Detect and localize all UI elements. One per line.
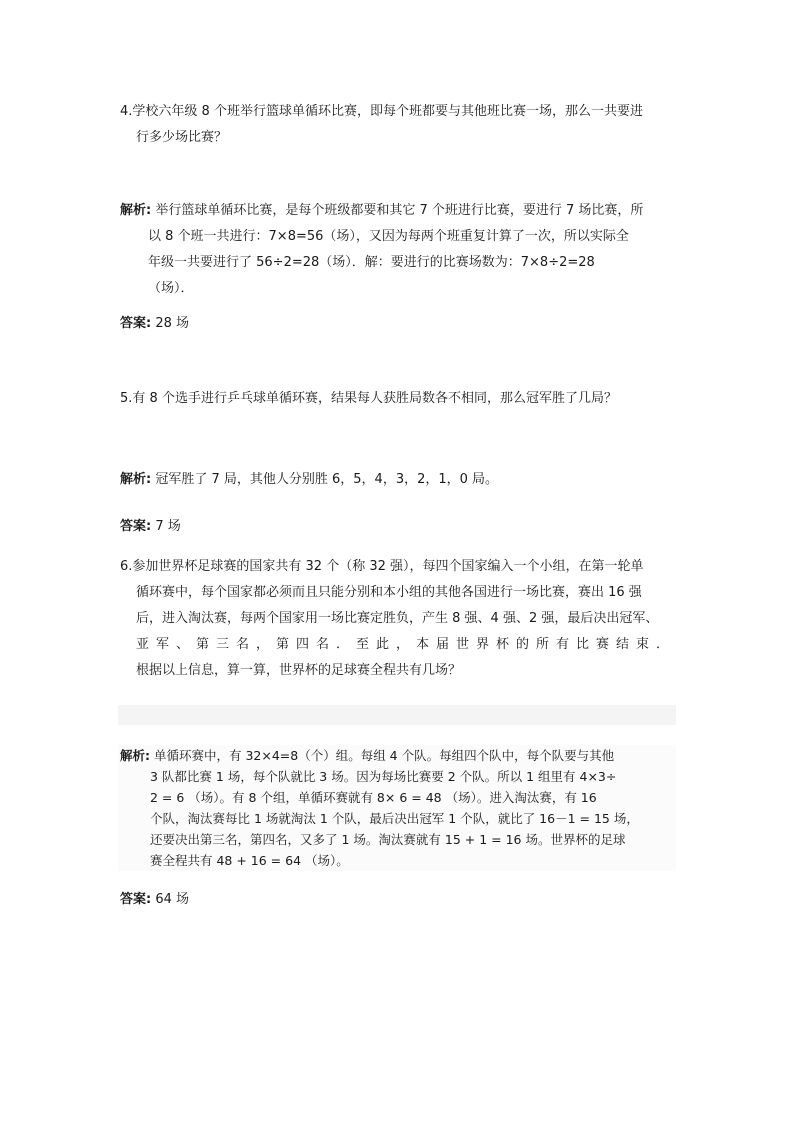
- answer-6: [120, 887, 189, 913]
- question-4-line-2: 行多少场比赛？: [136, 130, 228, 145]
- solution-6-line-1: 单循环赛中，有 32×4=8（个）组。每组 4 个队。每组四个队中，每个队要与其他: [150, 748, 615, 763]
- solution-4-line-2: 以 8 个班一共进行：7×8=56（场），又因为每两个班重复计算了一次，所以实际全: [148, 229, 629, 244]
- solution-6-line-2: 3 队都比赛 1 场，每个队就比 3 场。因为每场比赛要 2 个队。所以 1 组里有 4×3÷: [150, 769, 617, 784]
- solution-6-line-4: 个队，淘汰赛每比 1 场就淘汰 1 个队，最后决出冠军 1 个队，就比了 16－1 = 15 场，: [150, 811, 639, 826]
- answer-4: [120, 311, 189, 337]
- question-6-line-5: 根据以上信息，算一算，世界杯的足球赛全程共有几场？: [136, 663, 462, 678]
- solution-6: [118, 745, 676, 871]
- question-4: [120, 99, 676, 151]
- question-5-line-1: 5.有 8 个选手进行乒乓球单循环赛，结果每人获胜局数各不相同，那么冠军胜了几局？: [120, 391, 617, 406]
- answer-5-label: 答案:: [120, 519, 152, 534]
- answer-5: [120, 514, 181, 540]
- solution-6-line-5: 还要决出第三名，第四名，又多了 1 场。淘汰赛就有 15 + 1 = 16 场。世界杯的足球: [150, 832, 626, 847]
- answer-4-label: 答案:: [120, 316, 152, 331]
- question-4-line-1: 4.学校六年级 8 个班举行篮球单循环比赛，即每个班都要与其他班比赛一场，那么一共要进: [120, 104, 643, 119]
- solution-5: [120, 467, 680, 493]
- solution-5-line-1: 冠军胜了 7 局，其他人分别胜 6，5，4，3，2，1，0 局。: [151, 472, 499, 487]
- solution-4: [120, 198, 680, 302]
- question-5: [120, 386, 676, 412]
- blank-band: [118, 705, 676, 725]
- question-6: [120, 554, 676, 684]
- question-6-line-1: 6.参加世界杯足球赛的国家共有 32 个（称 32 强），每四个国家编入一个小组，在第一轮单: [120, 559, 644, 574]
- answer-6-label: 答案:: [120, 892, 152, 907]
- answer-6-value: 64 场: [151, 892, 190, 907]
- solution-6-label: 解析:: [120, 748, 150, 763]
- solution-5-label: 解析:: [120, 472, 152, 487]
- answer-5-value: 7 场: [151, 519, 181, 534]
- solution-4-label: 解析:: [120, 203, 152, 218]
- solution-4-line-4: （场）．: [148, 281, 194, 296]
- solution-6-line-6: 赛全程共有 48 + 16 = 64 （场）。: [150, 853, 349, 868]
- question-6-line-4: 亚军、第三名，第四名．至此，本届世界杯的所有比赛结束．: [136, 637, 677, 652]
- solution-6-line-3: 2 = 6 （场）。有 8 个组，单循环赛就有 8× 6 = 48 （场）。进入淘汰赛，有 16: [150, 790, 597, 805]
- solution-4-line-1: 举行篮球单循环比赛，是每个班级都要和其它 7 个班进行比赛，要进行 7 场比赛，所: [151, 203, 644, 218]
- question-6-line-3: 后，进入淘汰赛，每两个国家用一场比赛定胜负，产生 8 强、4 强、2 强，最后决出冠军、: [136, 611, 659, 626]
- answer-4-value: 28 场: [151, 316, 190, 331]
- solution-4-line-3: 年级一共要进行了 56÷2=28（场）．解：要进行的比赛场数为：7×8÷2=28: [148, 255, 595, 270]
- question-6-line-2: 循环赛中，每个国家都必须而且只能分别和本小组的其他各国进行一场比赛，赛出 16 强: [136, 585, 642, 600]
